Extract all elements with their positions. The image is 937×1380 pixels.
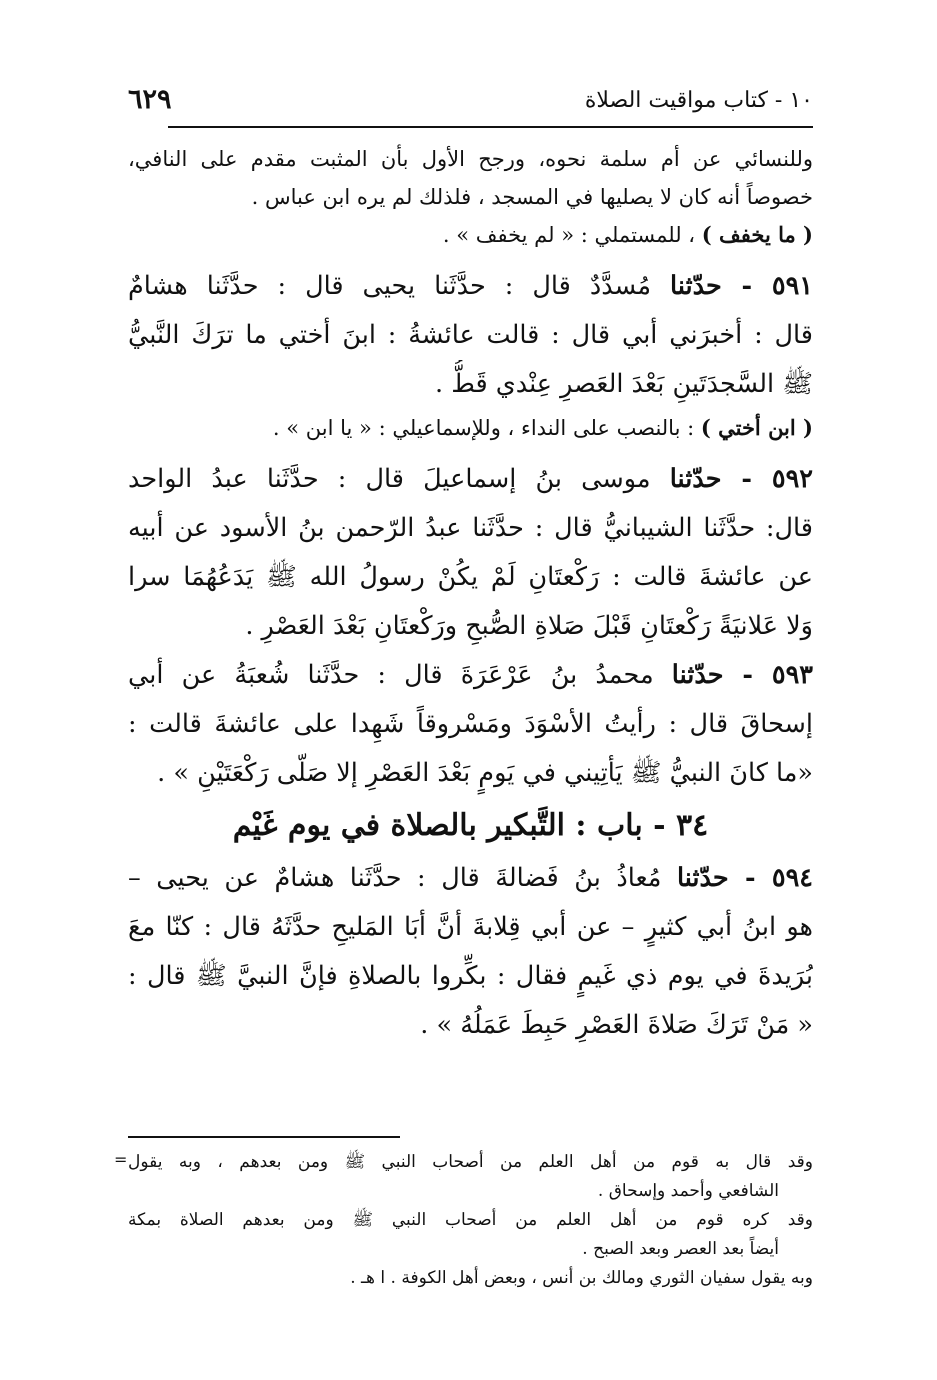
hadith-line: بُرَيدةَ في يوم ذي غَيمٍ فقال : بكِّروا بالصلاةِ فإنَّ النبيَّ ﷺ قال : bbox=[128, 961, 813, 991]
running-title: ١٠ - كتاب مواقيت الصلاة bbox=[584, 88, 813, 113]
hadith-number: ٥٩١ - حدّثنا bbox=[670, 271, 813, 301]
hadith-line: ٥٩١ - حدّثنا مُسدَّدٌ قال : حدَّثَنا يحيى قال : حدَّثَنا هشامٌ bbox=[128, 271, 813, 301]
header-rule bbox=[168, 126, 813, 128]
hadith-line: ٥٩٢ - حدّثنا موسى بنُ إسماعيلَ قال : حدَّثَنا عبدُ الواحد bbox=[128, 464, 813, 494]
hadith-number: ٥٩٤ - حدّثنا bbox=[676, 863, 813, 893]
note-ma-yukhaffif bbox=[128, 216, 813, 254]
hadith-line: « مَنْ تَرَكَ صَلاةَ العَصْرِ حَبِطَ عَمَلُهُ » . bbox=[420, 1010, 813, 1040]
hadith-number: ٥٩٣ - حدّثنا bbox=[671, 660, 813, 690]
footnote-line: الشافعي وأحمد وإسحاق . bbox=[597, 1181, 779, 1201]
footnote-line: وقد قال به قوم من أهل العلم من أصحاب النبي ﷺ ومن بعدهم ، وبه يقول bbox=[128, 1152, 813, 1172]
page-header bbox=[128, 84, 813, 126]
hadith-line: قال : أخبرَني أبي قال : قالت عائشةُ : ابنَ أختي ما ترَكَ النَّبيُّ bbox=[128, 320, 813, 350]
hadith-line: عن عائشةَ قالت : رَكْعتَانِ لَمْ يكُنْ رسولُ الله ﷺ يَدَعُهُمَا سرا bbox=[128, 562, 813, 592]
book-page bbox=[114, 84, 813, 1288]
hadith-line: هو ابنُ أبي كثيرٍ – عن أبي قِلابةَ أنَّ أبَا المَليحِ حدَّثَهُ قال : كنّا معَ bbox=[128, 912, 813, 942]
hadith-593 bbox=[128, 651, 813, 798]
note-text: ، للمستملي : « لم يخفف » . bbox=[442, 223, 696, 247]
hadith-line: «ما كانَ النبيُّ ﷺ يَأتِيني في يَومٍ بَعْدَ العَصْرِ إلا صَلّى رَكْعَتَيْنِ » . bbox=[157, 758, 813, 788]
page-number: ٦٢٩ bbox=[128, 84, 172, 115]
hadith-line: ﷺ السَّجدَتَينِ بَعْدَ العَصرِ عِنْدي قَطُّ . bbox=[435, 369, 813, 399]
footnote-line: وبه يقول سفيان الثوري ومالك بن أنس ، وبعض أهل الكوفة . ا هـ . bbox=[350, 1268, 813, 1288]
hadith-591 bbox=[128, 262, 813, 409]
chapter-heading: ٣٤ - باب : التَّبكير بالصلاة في يوم غَيْم bbox=[232, 808, 709, 843]
note-text: : بالنصب على النداء ، وللإسماعيلي : « يا ابن » . bbox=[272, 416, 695, 440]
note-key: ( ابن أختي ) bbox=[700, 415, 813, 440]
intro-note-line: وللنسائي عن أم سلمة نحوه، ورجح الأول بأن المثبت مقدم على النافي، bbox=[128, 147, 813, 171]
intro-note-line: خصوصاً أنه كان لا يصليها في المسجد ، فلذلك لم يره ابن عباس . bbox=[251, 185, 813, 209]
footnote-continuation-marker: = bbox=[114, 1150, 128, 1169]
hadith-592 bbox=[128, 455, 813, 651]
note-key: ( ما يخفف ) bbox=[701, 222, 813, 247]
hadith-line: ٥٩٤ - حدّثنا مُعاذُ بنُ فَضالةَ قال : حدَّثَنا هشامٌ عن يحيى – bbox=[128, 863, 813, 893]
hadith-594 bbox=[128, 854, 813, 1050]
footnote-line: أيضاً بعد العصر وبعد الصبح . bbox=[582, 1239, 779, 1259]
page-body bbox=[128, 140, 813, 1050]
footnotes bbox=[128, 1148, 813, 1293]
hadith-line: إسحاقَ قال : رأيتُ الأسْوَدَ ومَسْروقاً شَهِدا على عائشةَ قالت : bbox=[128, 709, 813, 739]
hadith-line: قال: حدَّثَنا الشيبانيُّ قال : حدَّثَنا عبدُ الرّحمن بنُ الأسود عن أبيه bbox=[128, 513, 813, 543]
hadith-number: ٥٩٢ - حدّثنا bbox=[669, 464, 813, 494]
hadith-line: وَلا عَلانيَةً رَكْعتَانِ قَبْلَ صَلاةِ الصُّبحِ ورَكْعتَانِ بَعْدَ العَصْرِ . bbox=[245, 611, 813, 641]
footnote-line: وقد كره قوم من أهل العلم من أصحاب النبي ﷺ ومن بعدهم الصلاة بمكة bbox=[128, 1210, 813, 1230]
footnote-rule bbox=[128, 1136, 400, 1138]
note-ibn-ukhti bbox=[128, 409, 813, 447]
hadith-line: ٥٩٣ - حدّثنا محمدُ بنُ عَرْعَرَةَ قال : حدَّثَنا شُعبَةُ عن أبي bbox=[128, 660, 813, 690]
